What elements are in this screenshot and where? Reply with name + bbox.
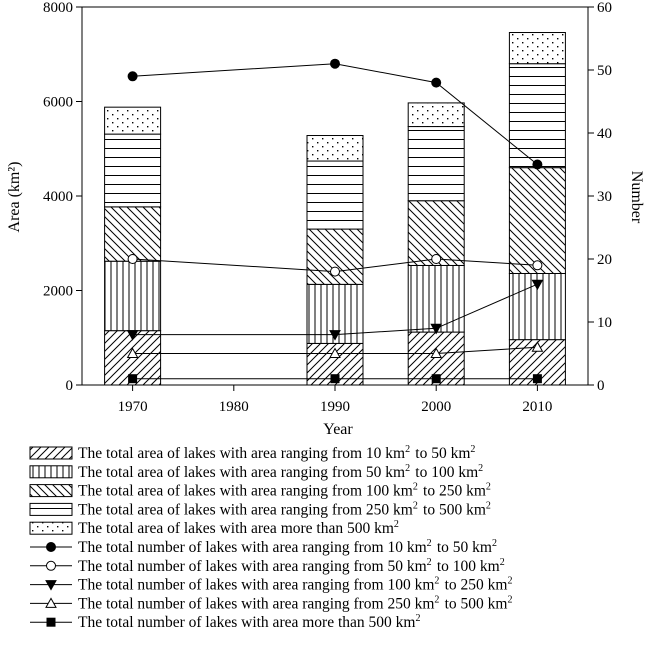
- legend-label-number-2: The total number of lakes with area ranging from 50 $km^2$ to 100 $km^2$: [78, 556, 505, 575]
- legend: [30, 444, 514, 631]
- x-tick-label: 1970: [117, 399, 148, 415]
- bar-segment-1970-series-3: [105, 207, 161, 261]
- point-1990-series-5: [331, 375, 339, 383]
- point-1970-series-5: [129, 375, 137, 383]
- point-1990-series-1: [331, 59, 340, 68]
- legend-label-area-1: The total area of lakes with area ranging from 10 $km^2$ to 50 $km^2$: [78, 444, 476, 462]
- legend-label-number-4: The total number of lakes with area ranging from 250 $km^2$ to 500 $km^2$: [78, 594, 513, 613]
- y-left-tick-label: 4000: [43, 189, 73, 205]
- y-right-tick-label: 60: [597, 0, 612, 16]
- legend-label-area-4: The total area of lakes with area ranging from 250 $km^2$ to 500 $km^2$: [78, 500, 491, 519]
- y-left-tick-label: 8000: [43, 0, 73, 16]
- legend-swatch-area-3: [30, 485, 72, 497]
- bar-segment-2010-series-3: [509, 168, 565, 274]
- bar-segment-1990-series-5: [307, 136, 363, 162]
- x-tick-label: 2000: [421, 399, 452, 415]
- y-axis-left-label: Area (km²): [6, 161, 23, 233]
- y-right-tick-label: 10: [597, 315, 612, 331]
- y-left-tick-label: 0: [65, 378, 73, 394]
- bar-segment-1970-series-5: [105, 107, 161, 134]
- point-1970-series-2: [128, 255, 137, 264]
- bar-segment-2000-series-4: [408, 127, 464, 201]
- bar-segment-1970-series-4: [105, 134, 161, 207]
- bar-segment-2000-series-5: [408, 103, 464, 127]
- point-2000-series-2: [432, 255, 441, 264]
- legend-label-area-3: The total area of lakes with area ranging from 100 $km^2$ to 250 $km^2$: [78, 481, 491, 500]
- legend-label-number-3: The total number of lakes with area ranging from 100 $km^2$ to 250 $km^2$: [78, 575, 513, 594]
- point-1990-series-2: [331, 267, 340, 276]
- x-axis-label: Year: [323, 421, 353, 438]
- legend-label-number-5: The total number of lakes with area more than 500 $km^2$: [78, 613, 421, 632]
- legend-marker-number-5: [47, 618, 55, 626]
- legend-swatch-area-5: [30, 522, 72, 534]
- y-right-tick-label: 50: [597, 63, 612, 79]
- legend-swatch-area-1: [30, 447, 72, 459]
- bar-segment-2010-series-5: [509, 33, 565, 64]
- x-tick-label: 1990: [320, 399, 350, 415]
- point-2010-series-1: [533, 160, 542, 169]
- x-tick-label: 2010: [522, 399, 553, 415]
- legend-marker-number-2: [47, 561, 56, 570]
- point-2010-series-2: [533, 261, 542, 270]
- y-right-tick-label: 0: [597, 378, 605, 394]
- point-2000-series-5: [432, 375, 440, 383]
- y-axis-right-label: Number: [628, 170, 645, 224]
- y-right-tick-label: 30: [597, 189, 612, 205]
- x-tick-label: 1980: [218, 399, 249, 415]
- legend-swatch-area-4: [30, 503, 72, 515]
- legend-swatch-area-2: [30, 466, 72, 478]
- point-1970-series-1: [128, 72, 137, 81]
- bar-segment-1970-series-2: [105, 261, 161, 330]
- point-2010-series-5: [533, 375, 541, 383]
- legend-label-number-1: The total number of lakes with area ranging from 10 $km^2$ to 50 $km^2$: [78, 538, 497, 556]
- bar-segment-2000-series-2: [408, 265, 464, 332]
- bar-segment-1990-series-4: [307, 161, 363, 229]
- y-left-tick-label: 2000: [43, 283, 73, 300]
- point-2000-series-1: [432, 78, 441, 87]
- y-right-tick-label: 40: [597, 126, 612, 142]
- y-left-tick-label: 6000: [43, 94, 73, 111]
- legend-marker-number-1: [47, 543, 56, 552]
- bar-segment-2010-series-4: [509, 64, 565, 168]
- legend-label-area-2: The total area of lakes with area ranging from 50 $km^2$ to 100 $km^2$: [78, 462, 484, 481]
- legend-label-area-5: The total area of lakes with area more than 500 $km^2$: [78, 519, 399, 538]
- y-right-tick-label: 20: [597, 252, 612, 268]
